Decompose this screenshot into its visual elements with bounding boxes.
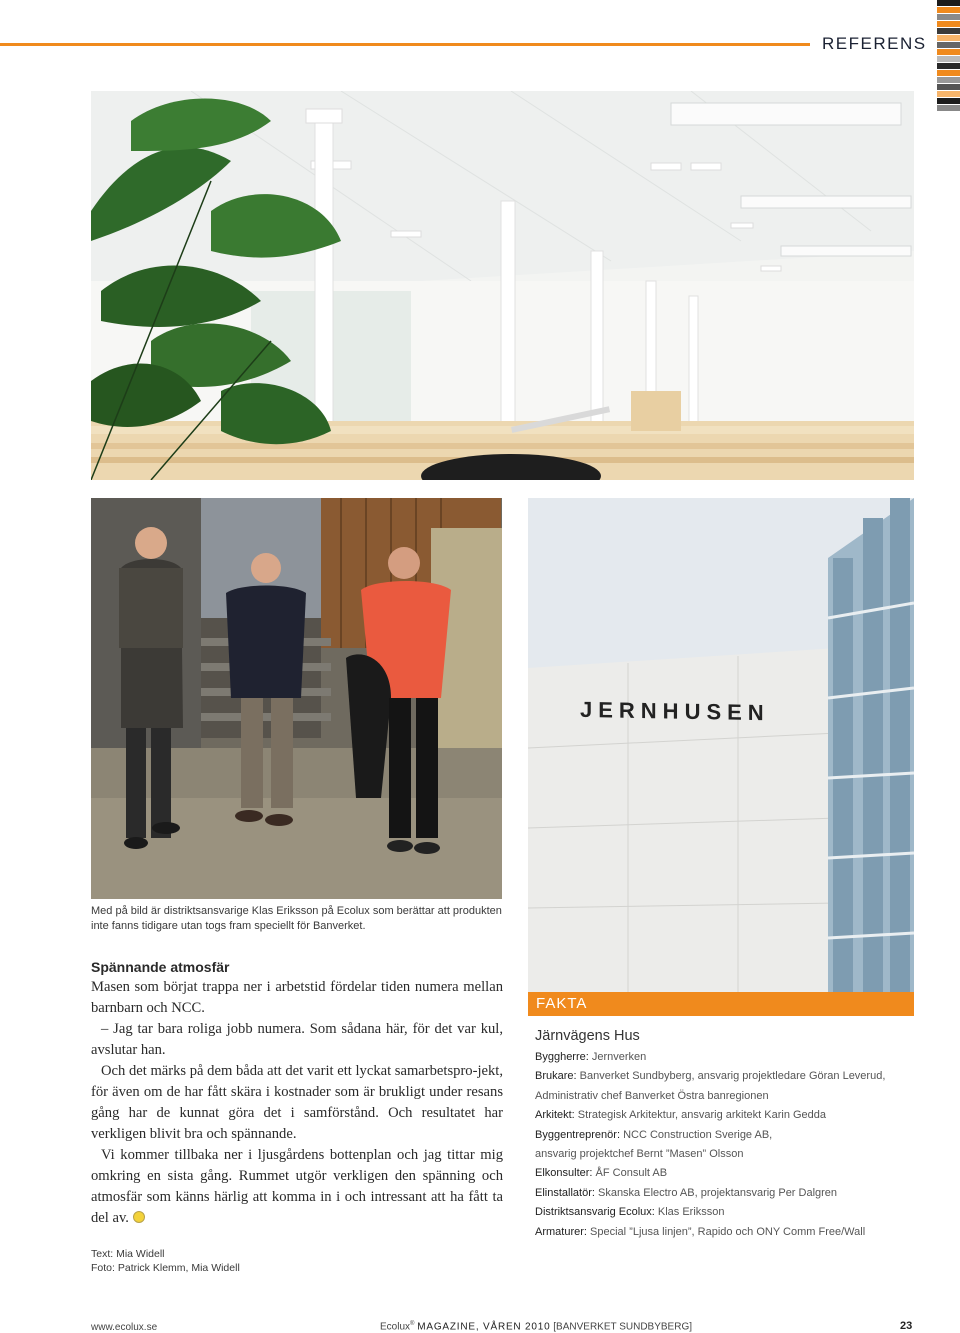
footer-url[interactable]: www.ecolux.se bbox=[91, 1322, 158, 1333]
end-mark-icon bbox=[133, 1211, 145, 1223]
footer-reg: ® bbox=[410, 1321, 415, 1327]
credits bbox=[91, 1247, 240, 1275]
fakta-value: ÅF Consult AB bbox=[595, 1167, 668, 1180]
fakta-value: Special ”Ljusa linjen”, Rapido och ONY Comm Free/Wall bbox=[590, 1225, 866, 1238]
fakta-row bbox=[535, 1184, 915, 1203]
footer-magazine: MAGAZINE, VÅREN 2010 bbox=[417, 1321, 551, 1333]
building-sign: JERNHUSEN bbox=[580, 696, 770, 726]
fakta-row bbox=[535, 1223, 915, 1242]
fakta-value: Administrativ chef Banverket Östra banregionen bbox=[535, 1089, 769, 1102]
article-paragraph-4 bbox=[91, 1145, 503, 1229]
fakta-row bbox=[535, 1203, 915, 1222]
fakta-row bbox=[535, 1106, 915, 1125]
article-paragraph-1: Masen som börjat trappa ner i arbetstid fördelar tiden numera mellan barnbarn och NCC. bbox=[91, 979, 503, 1016]
fakta-key: Byggherre: bbox=[535, 1051, 589, 1063]
fakta-key: Brukare: bbox=[535, 1070, 577, 1083]
footer-publication bbox=[380, 1321, 692, 1332]
people-photo bbox=[91, 498, 502, 899]
fakta-row bbox=[535, 1164, 915, 1183]
section-label: REFERENS bbox=[822, 34, 927, 53]
article bbox=[91, 957, 503, 1229]
fakta-key: Elkonsulter: bbox=[535, 1167, 593, 1180]
fakta-title: Järnvägens Hus bbox=[535, 1028, 640, 1044]
building-photo bbox=[528, 498, 914, 992]
fakta-box bbox=[535, 1027, 915, 1242]
decorative-stripes bbox=[937, 0, 960, 112]
photo-caption: Med på bild är distriktsansvarige Klas Eriksson på Ecolux som berättar att produkten inte fanns tidigare utan togs fram speciellt för Banverket. bbox=[91, 905, 502, 932]
fakta-header bbox=[528, 992, 914, 1016]
page-number: 23 bbox=[900, 1320, 913, 1332]
office-photo bbox=[91, 91, 914, 480]
fakta-value: Strategisk Arkitektur, ansvarig arkitekt Karin Gedda bbox=[577, 1109, 827, 1122]
article-paragraph-3: Och det märks på dem båda att det varit ett lyckat samarbetspro-jekt, för även om de har fått skära i kostnader som är brukligt under resans gång har de kunnat göra det i samförstånd. Och resultatet har verkligen blivit bra och spännande. bbox=[91, 1063, 503, 1142]
fakta-key: Armaturer: bbox=[535, 1225, 587, 1238]
credit-text: Text: Mia Widell bbox=[91, 1248, 165, 1260]
fakta-key: Elinstallatör: bbox=[535, 1186, 595, 1199]
fakta-row bbox=[535, 1145, 915, 1164]
fakta-value: ansvarig projektchef Bernt ”Masen” Olsson bbox=[535, 1148, 744, 1161]
fakta-row bbox=[535, 1067, 915, 1086]
fakta-value: Jernverken bbox=[591, 1051, 647, 1063]
footer-brand: Ecolux bbox=[380, 1321, 411, 1333]
fakta-key: Distriktsansvarig Ecolux: bbox=[535, 1206, 655, 1219]
fakta-row bbox=[535, 1048, 915, 1067]
footer-issue: [BANVERKET SUNDBYBERG] bbox=[553, 1321, 693, 1333]
header-rule bbox=[0, 43, 810, 46]
fakta-value: Klas Eriksson bbox=[657, 1206, 725, 1219]
article-paragraph-2: – Jag tar bara roliga jobb numera. Som sådana här, för det var kul, avslutar han. bbox=[91, 1021, 503, 1058]
credit-photo: Foto: Patrick Klemm, Mia Widell bbox=[91, 1262, 240, 1274]
article-paragraph-4-text: Vi kommer tillbaka ner i ljusgårdens bottenplan och jag tittar mig omkring en sista gång. Rummet utgör verkligen den spänning och atmosfär som känns härlig att komma in i och intressant att ha fått ta del av. bbox=[91, 1147, 503, 1226]
fakta-value: NCC Construction Sverige AB, bbox=[623, 1128, 773, 1141]
fakta-key: Arkitekt: bbox=[535, 1109, 575, 1122]
fakta-value: Banverket Sundbyberg, ansvarig projektledare Göran Leverud, bbox=[579, 1070, 886, 1083]
fakta-key: Byggentreprenör: bbox=[535, 1128, 620, 1141]
fakta-value: Skanska Electro AB, projektansvarig Per Dalgren bbox=[597, 1186, 838, 1199]
fakta-label: FAKTA bbox=[536, 995, 588, 1012]
fakta-row bbox=[535, 1087, 915, 1106]
article-heading: Spännande atmosfär bbox=[91, 959, 230, 975]
fakta-row bbox=[535, 1126, 915, 1145]
